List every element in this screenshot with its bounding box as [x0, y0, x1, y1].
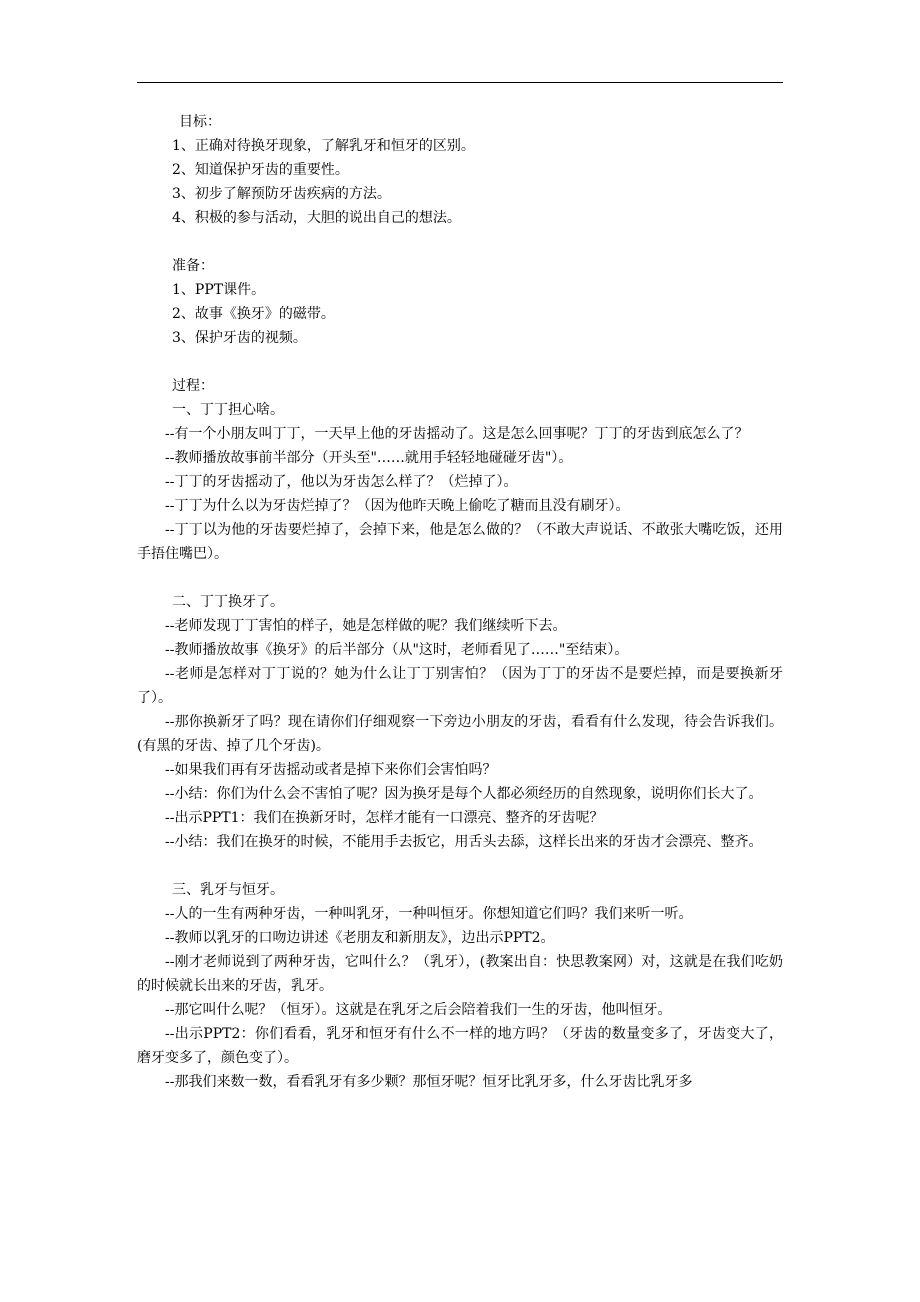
goals-heading: 目标： [179, 114, 221, 130]
section1-para: --教师播放故事前半部分（开头至"……就用手轻轻地碰碰牙齿"）。 [165, 450, 573, 466]
section3-para: --那它叫什么呢？（恒牙）。这就是在乳牙之后会陪着我们一生的牙齿，他叫恒牙。 [165, 1002, 672, 1018]
section2-title: 二、丁丁换牙了。 [172, 594, 284, 610]
section1-para: --丁丁的牙齿摇动了，他以为牙齿怎么样了？（烂掉了）。 [165, 474, 518, 490]
section1-title: 一、丁丁担心啥。 [172, 402, 284, 418]
goal-item: 1、正确对待换牙现象，了解乳牙和恒牙的区别。 [172, 138, 475, 154]
section2-para: --小结：我们在换牙的时候，不能用手去扳它，用舌头去舔，这样长出来的牙齿才会漂亮、整齐。 [165, 834, 763, 850]
section2-para: --如果我们再有牙齿摇动或者是掉下来你们会害怕吗？ [165, 762, 497, 778]
section2-para: --出示PPT1：我们在换新牙时，怎样才能有一口漂亮、整齐的牙齿呢？ [165, 810, 604, 826]
section3-para: --那我们来数一数，看看乳牙有多少颗？那恒牙呢？恒牙比乳牙多，什么牙齿比乳牙多 [165, 1074, 693, 1090]
section2-para: --老师是怎样对丁丁说的？她为什么让丁丁别害怕？（因为丁丁的牙齿不是要烂掉，而是要换新牙了）。 [137, 666, 783, 706]
preparation-item: 2、故事《换牙》的磁带。 [172, 306, 335, 322]
document-body [137, 110, 783, 1094]
section3-para: --教师以乳牙的口吻边讲述《老朋友和新朋友》，边出示PPT2。 [165, 930, 555, 946]
section1-para: --丁丁以为他的牙齿要烂掉了，会掉下来，他是怎么做的？（不敢大声说话、不敢张大嘴吃饭，还用手捂住嘴巴）。 [137, 522, 783, 562]
section1-para: --丁丁为什么以为牙齿烂掉了？（因为他昨天晚上偷吃了糖而且没有刷牙）。 [165, 498, 630, 514]
goal-item: 3、初步了解预防牙齿疾病的方法。 [172, 186, 391, 202]
goals-section [137, 110, 783, 230]
section2-para: --那你换新牙了吗？现在请你们仔细观察一下旁边小朋友的牙齿，看看有什么发现，待会告诉我们。(有黑的牙齿、掉了几个牙齿)。 [137, 714, 783, 754]
section2-para: --教师播放故事《换牙》的后半部分（从"这时，老师看见了……"至结束）。 [165, 642, 629, 658]
section3-para: --人的一生有两种牙齿，一种叫乳牙，一种叫恒牙。你想知道它们吗？我们来听一听。 [165, 906, 693, 922]
process-section [137, 374, 783, 1094]
section3-para: --出示PPT2：你们看看，乳牙和恒牙有什么不一样的地方吗？（牙齿的数量变多了，牙齿变大了，磨牙变多了，颜色变了）。 [137, 1026, 783, 1066]
goal-item: 4、积极的参与活动，大胆的说出自己的想法。 [172, 210, 461, 226]
section1-para: --有一个小朋友叫丁丁，一天早上他的牙齿摇动了。这是怎么回事呢？丁丁的牙齿到底怎么了？ [165, 426, 749, 442]
header-rule [137, 82, 783, 83]
preparation-heading: 准备： [172, 258, 214, 274]
section2-para: --小结：你们为什么会不害怕了呢？因为换牙是每个人都必须经历的自然现象，说明你们长大了。 [165, 786, 763, 802]
preparation-item: 3、保护牙齿的视频。 [172, 330, 307, 346]
preparation-item: 1、PPT课件。 [172, 282, 266, 298]
section2-para: --老师发现丁丁害怕的样子，她是怎样做的呢？我们继续听下去。 [165, 618, 567, 634]
section3-para: --刚才老师说到了两种牙齿，它叫什么？（乳牙），(教案出自：快思教案网）对，这就是在我们吃奶的时候就长出来的牙齿，乳牙。 [137, 954, 783, 994]
preparation-section [137, 254, 783, 350]
section3-title: 三、乳牙与恒牙。 [172, 882, 284, 898]
goal-item: 2、知道保护牙齿的重要性。 [172, 162, 349, 178]
process-heading: 过程： [172, 378, 214, 394]
